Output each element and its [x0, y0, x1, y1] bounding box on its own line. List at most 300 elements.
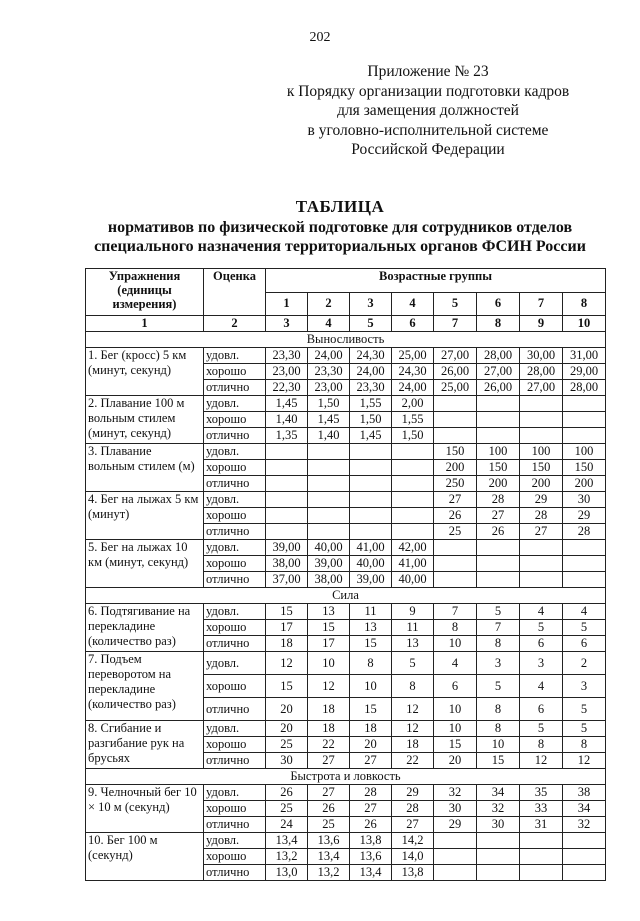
- norm-value: 23,00: [308, 380, 350, 396]
- norm-value: [308, 460, 350, 476]
- norm-value: [308, 508, 350, 524]
- norm-value: 28,00: [477, 348, 520, 364]
- norm-value: 40,00: [392, 572, 434, 588]
- norm-value: 13,4: [350, 865, 392, 881]
- norm-value: 34: [563, 801, 606, 817]
- norm-value: 29: [563, 508, 606, 524]
- header-exercise: Упражнения (единицы измерения): [86, 269, 204, 316]
- norm-value: 13,6: [350, 849, 392, 865]
- norm-value: [563, 556, 606, 572]
- grade-label: хорошо: [204, 675, 266, 698]
- norm-value: [308, 492, 350, 508]
- norm-value: 13,2: [308, 865, 350, 881]
- norm-value: 37,00: [266, 572, 308, 588]
- norm-value: [266, 524, 308, 540]
- norm-value: 3: [477, 652, 520, 675]
- column-number-cell: 5: [350, 316, 392, 332]
- norm-value: [392, 524, 434, 540]
- norm-value: 15: [477, 753, 520, 769]
- section-title: Быстрота и ловкость: [86, 769, 606, 785]
- norm-value: [350, 460, 392, 476]
- grade-label: удовл.: [204, 444, 266, 460]
- norm-value: [520, 572, 563, 588]
- norm-value: 200: [477, 476, 520, 492]
- grade-label: отлично: [204, 428, 266, 444]
- norm-value: 150: [563, 460, 606, 476]
- norm-value: 12: [520, 753, 563, 769]
- norm-value: [477, 396, 520, 412]
- norm-value: 29,00: [563, 364, 606, 380]
- title-subtitle-line: нормативов по физической подготовке для сотрудников отделов: [107, 219, 573, 236]
- norm-value: 5: [477, 675, 520, 698]
- norm-value: [434, 412, 477, 428]
- norm-value: 1,35: [266, 428, 308, 444]
- grade-label: отлично: [204, 524, 266, 540]
- norm-value: 4: [434, 652, 477, 675]
- norm-value: 1,45: [308, 412, 350, 428]
- norm-value: 28: [563, 524, 606, 540]
- norm-value: [520, 540, 563, 556]
- norm-value: 4: [563, 604, 606, 620]
- norms-table-body: [86, 269, 606, 881]
- norm-value: 26: [350, 817, 392, 833]
- norm-value: 29: [392, 785, 434, 801]
- title-subtitle-line: специального назначения территориальных органов ФСИН России: [94, 238, 586, 255]
- norm-value: 27: [434, 492, 477, 508]
- title-heading: ТАБЛИЦА: [295, 197, 385, 216]
- norm-value: 12: [392, 698, 434, 721]
- norm-value: 5: [563, 698, 606, 721]
- norm-value: 10: [434, 636, 477, 652]
- grade-label: отлично: [204, 380, 266, 396]
- norm-value: [434, 833, 477, 849]
- norm-value: 39,00: [266, 540, 308, 556]
- table-row: [86, 785, 606, 801]
- section-row: [86, 769, 606, 785]
- norm-value: 29: [520, 492, 563, 508]
- norm-value: 100: [563, 444, 606, 460]
- norm-value: [520, 556, 563, 572]
- norm-value: 30: [477, 817, 520, 833]
- norm-value: 1,50: [350, 412, 392, 428]
- section-row: [86, 588, 606, 604]
- norm-value: 14,0: [392, 849, 434, 865]
- norm-value: [477, 540, 520, 556]
- section-row: [86, 332, 606, 348]
- appendix-line: Приложение № 23: [367, 63, 489, 80]
- norm-value: [520, 428, 563, 444]
- norm-value: 32: [477, 801, 520, 817]
- norm-value: 38,00: [308, 572, 350, 588]
- appendix-line: в уголовно-исполнительной системе: [307, 121, 549, 139]
- norm-value: 18: [266, 636, 308, 652]
- norm-value: [266, 444, 308, 460]
- norm-value: 40,00: [350, 556, 392, 572]
- table-row: [86, 444, 606, 460]
- exercise-name: 1. Бег (кросс) 5 км (минут, секунд): [86, 348, 204, 396]
- norm-value: 4: [520, 604, 563, 620]
- norm-value: [520, 849, 563, 865]
- norm-value: 20: [266, 698, 308, 721]
- norm-value: [392, 444, 434, 460]
- grade-label: отлично: [204, 636, 266, 652]
- norm-value: 9: [392, 604, 434, 620]
- age-group-cell: 3: [350, 292, 392, 316]
- table-row: [86, 652, 606, 675]
- norm-value: 20: [434, 753, 477, 769]
- norm-value: 41,00: [350, 540, 392, 556]
- column-number-cell: 1: [86, 316, 204, 332]
- table-row: [86, 492, 606, 508]
- norm-value: 23,00: [266, 364, 308, 380]
- norm-value: [308, 444, 350, 460]
- norm-value: [392, 460, 434, 476]
- norm-value: [350, 492, 392, 508]
- exercise-name: 6. Подтягивание на перекладине (количество раз): [86, 604, 204, 652]
- grade-label: отлично: [204, 817, 266, 833]
- grade-label: удовл.: [204, 604, 266, 620]
- norm-value: 27,00: [477, 364, 520, 380]
- norm-value: 8: [477, 636, 520, 652]
- norm-value: [477, 865, 520, 881]
- norm-value: 6: [520, 698, 563, 721]
- norm-value: 10: [434, 698, 477, 721]
- norm-value: 27: [308, 753, 350, 769]
- header-grade: Оценка: [204, 269, 266, 316]
- norm-value: 24,00: [350, 364, 392, 380]
- age-group-cell: 4: [392, 292, 434, 316]
- norm-value: [520, 865, 563, 881]
- appendix-block: [258, 62, 598, 160]
- norm-value: 38: [563, 785, 606, 801]
- norm-value: 13,4: [308, 849, 350, 865]
- column-number-cell: 8: [477, 316, 520, 332]
- norm-value: 28,00: [520, 364, 563, 380]
- norm-value: 10: [477, 737, 520, 753]
- norm-value: [350, 476, 392, 492]
- norm-value: [477, 556, 520, 572]
- norm-value: 10: [308, 652, 350, 675]
- table-row: [86, 721, 606, 737]
- exercise-name: 10. Бег 100 м (секунд): [86, 833, 204, 881]
- document-title: [0, 196, 640, 256]
- grade-label: хорошо: [204, 737, 266, 753]
- norm-value: [434, 865, 477, 881]
- column-number-cell: 2: [204, 316, 266, 332]
- norm-value: 28: [392, 801, 434, 817]
- norm-value: 3: [563, 675, 606, 698]
- grade-label: удовл.: [204, 348, 266, 364]
- norm-value: [563, 572, 606, 588]
- grade-label: отлично: [204, 753, 266, 769]
- norm-value: [434, 428, 477, 444]
- norm-value: 24,30: [350, 348, 392, 364]
- grade-label: отлично: [204, 865, 266, 881]
- norm-value: 15: [350, 698, 392, 721]
- norm-value: 25: [434, 524, 477, 540]
- age-group-cell: 7: [520, 292, 563, 316]
- appendix-line: Российской Федерации: [351, 141, 505, 159]
- norm-value: [266, 460, 308, 476]
- norm-value: 5: [563, 620, 606, 636]
- norm-value: [563, 396, 606, 412]
- norm-value: 32: [563, 817, 606, 833]
- table-row: [86, 396, 606, 412]
- norm-value: 17: [308, 636, 350, 652]
- header-age-groups: Возрастные группы: [266, 269, 606, 293]
- norm-value: 10: [434, 721, 477, 737]
- grade-label: отлично: [204, 698, 266, 721]
- norm-value: 200: [520, 476, 563, 492]
- norm-value: 200: [434, 460, 477, 476]
- norm-value: [392, 492, 434, 508]
- grade-label: хорошо: [204, 801, 266, 817]
- norm-value: [434, 396, 477, 412]
- norm-value: 15: [350, 636, 392, 652]
- norm-value: [392, 508, 434, 524]
- norm-value: 11: [392, 620, 434, 636]
- norm-value: 1,55: [350, 396, 392, 412]
- norm-value: 24,30: [392, 364, 434, 380]
- norm-value: [563, 412, 606, 428]
- norm-value: [266, 476, 308, 492]
- norm-value: 14,2: [392, 833, 434, 849]
- norm-value: 26: [477, 524, 520, 540]
- norm-value: 22,30: [266, 380, 308, 396]
- grade-label: хорошо: [204, 364, 266, 380]
- norm-value: 8: [563, 737, 606, 753]
- norm-value: [563, 428, 606, 444]
- norm-value: 10: [350, 675, 392, 698]
- norm-value: 23,30: [350, 380, 392, 396]
- norm-value: 15: [308, 620, 350, 636]
- norm-value: [477, 412, 520, 428]
- norm-value: 17: [266, 620, 308, 636]
- grade-label: удовл.: [204, 652, 266, 675]
- grade-label: удовл.: [204, 396, 266, 412]
- exercise-name: 9. Челночный бег 10 × 10 м (секунд): [86, 785, 204, 833]
- norm-value: [477, 849, 520, 865]
- norm-value: 13,0: [266, 865, 308, 881]
- exercise-name: 2. Плавание 100 м вольным стилем (минут, секунд): [86, 396, 204, 444]
- age-group-cell: 6: [477, 292, 520, 316]
- age-group-cell: 1: [266, 292, 308, 316]
- norm-value: 200: [563, 476, 606, 492]
- norm-value: 35: [520, 785, 563, 801]
- norm-value: 13: [392, 636, 434, 652]
- norm-value: 13,8: [350, 833, 392, 849]
- norm-value: 3: [520, 652, 563, 675]
- grade-label: удовл.: [204, 833, 266, 849]
- norm-value: 41,00: [392, 556, 434, 572]
- norm-value: 34: [477, 785, 520, 801]
- norm-value: 26,00: [477, 380, 520, 396]
- norm-value: [563, 540, 606, 556]
- norm-value: 8: [477, 721, 520, 737]
- grade-label: хорошо: [204, 412, 266, 428]
- norm-value: 1,40: [308, 428, 350, 444]
- norm-value: 13,8: [392, 865, 434, 881]
- norm-value: 27: [520, 524, 563, 540]
- norm-value: 12: [266, 652, 308, 675]
- norm-value: 39,00: [350, 572, 392, 588]
- norm-value: 8: [350, 652, 392, 675]
- norm-value: 26: [266, 785, 308, 801]
- norm-value: 1,45: [350, 428, 392, 444]
- norm-value: 25,00: [434, 380, 477, 396]
- norm-value: 42,00: [392, 540, 434, 556]
- norm-value: [266, 492, 308, 508]
- norm-value: 31: [520, 817, 563, 833]
- norm-value: 28: [520, 508, 563, 524]
- norm-value: 20: [350, 737, 392, 753]
- exercise-name: 5. Бег на лыжах 10 км (минут, секунд): [86, 540, 204, 588]
- age-group-cell: 5: [434, 292, 477, 316]
- norm-value: [477, 428, 520, 444]
- norm-value: 15: [434, 737, 477, 753]
- norm-value: 250: [434, 476, 477, 492]
- norm-value: 27: [350, 801, 392, 817]
- norm-value: 27,00: [434, 348, 477, 364]
- norm-value: 24,00: [308, 348, 350, 364]
- norm-value: 150: [434, 444, 477, 460]
- table-row: [86, 348, 606, 364]
- norm-value: 6: [434, 675, 477, 698]
- norm-value: [563, 865, 606, 881]
- norm-value: 26: [434, 508, 477, 524]
- norm-value: 100: [477, 444, 520, 460]
- norm-value: 13: [350, 620, 392, 636]
- norm-value: 32: [434, 785, 477, 801]
- norm-value: 23,30: [308, 364, 350, 380]
- norm-value: 1,50: [392, 428, 434, 444]
- norms-table: [85, 268, 606, 881]
- norm-value: [308, 476, 350, 492]
- norm-value: 26,00: [434, 364, 477, 380]
- norm-value: 6: [563, 636, 606, 652]
- column-number-cell: 10: [563, 316, 606, 332]
- norm-value: 1,40: [266, 412, 308, 428]
- norm-value: [434, 556, 477, 572]
- norm-value: [350, 508, 392, 524]
- norm-value: 15: [266, 675, 308, 698]
- norm-value: 2,00: [392, 396, 434, 412]
- column-numbers-row: [86, 316, 606, 332]
- column-number-cell: 6: [392, 316, 434, 332]
- norm-value: 11: [350, 604, 392, 620]
- norm-value: [563, 849, 606, 865]
- exercise-name: 7. Подъем переворотом на перекладине (количество раз): [86, 652, 204, 721]
- column-number-cell: 7: [434, 316, 477, 332]
- norm-value: 18: [308, 721, 350, 737]
- norm-value: 27: [350, 753, 392, 769]
- norm-value: 22: [308, 737, 350, 753]
- age-group-cell: 8: [563, 292, 606, 316]
- norm-value: 39,00: [308, 556, 350, 572]
- norm-value: 150: [477, 460, 520, 476]
- norm-value: [520, 412, 563, 428]
- norm-value: [520, 396, 563, 412]
- norm-value: 7: [434, 604, 477, 620]
- grade-label: удовл.: [204, 721, 266, 737]
- page-number: 202: [309, 30, 331, 45]
- norm-value: 13,4: [266, 833, 308, 849]
- norm-value: 5: [520, 721, 563, 737]
- norm-value: 27: [392, 817, 434, 833]
- norm-value: 38,00: [266, 556, 308, 572]
- norm-value: [434, 540, 477, 556]
- norm-value: 25: [266, 801, 308, 817]
- norm-value: [563, 833, 606, 849]
- norm-value: 1,45: [266, 396, 308, 412]
- norm-value: [477, 833, 520, 849]
- norm-value: 29: [434, 817, 477, 833]
- norm-value: 30: [266, 753, 308, 769]
- norm-value: 15: [266, 604, 308, 620]
- norm-value: 8: [477, 698, 520, 721]
- norm-value: 150: [520, 460, 563, 476]
- norm-value: 8: [520, 737, 563, 753]
- table-row: [86, 833, 606, 849]
- column-number-cell: 3: [266, 316, 308, 332]
- norm-value: 31,00: [563, 348, 606, 364]
- norm-value: 28: [350, 785, 392, 801]
- norm-value: 5: [477, 604, 520, 620]
- norm-value: 24: [266, 817, 308, 833]
- norm-value: 13,6: [308, 833, 350, 849]
- grade-label: удовл.: [204, 540, 266, 556]
- grade-label: хорошо: [204, 849, 266, 865]
- grade-label: отлично: [204, 476, 266, 492]
- norm-value: 40,00: [308, 540, 350, 556]
- norm-value: 28,00: [563, 380, 606, 396]
- norm-value: 28: [477, 492, 520, 508]
- norm-value: 6: [520, 636, 563, 652]
- norm-value: 1,50: [308, 396, 350, 412]
- table-header-row: [86, 269, 606, 293]
- norm-value: 30: [434, 801, 477, 817]
- norm-value: [392, 476, 434, 492]
- grade-label: хорошо: [204, 620, 266, 636]
- norm-value: 1,55: [392, 412, 434, 428]
- norm-value: 27: [477, 508, 520, 524]
- norm-value: 20: [266, 721, 308, 737]
- norm-value: 25: [266, 737, 308, 753]
- exercise-name: 8. Сгибание и разгибание рук на брусьях: [86, 721, 204, 769]
- norm-value: 12: [308, 675, 350, 698]
- norm-value: [308, 524, 350, 540]
- norm-value: 13: [308, 604, 350, 620]
- norm-value: 12: [392, 721, 434, 737]
- table-row: [86, 540, 606, 556]
- column-number-cell: 9: [520, 316, 563, 332]
- section-title: Сила: [86, 588, 606, 604]
- norm-value: 18: [392, 737, 434, 753]
- norm-value: 5: [563, 721, 606, 737]
- norm-value: 23,30: [266, 348, 308, 364]
- norm-value: 30: [563, 492, 606, 508]
- norm-value: 4: [520, 675, 563, 698]
- norm-value: 8: [392, 675, 434, 698]
- grade-label: удовл.: [204, 492, 266, 508]
- norm-value: [266, 508, 308, 524]
- norm-value: 22: [392, 753, 434, 769]
- appendix-line: для замещения должностей: [337, 102, 519, 120]
- column-number-cell: 4: [308, 316, 350, 332]
- norm-value: 25,00: [392, 348, 434, 364]
- norm-value: 30,00: [520, 348, 563, 364]
- norm-value: [350, 444, 392, 460]
